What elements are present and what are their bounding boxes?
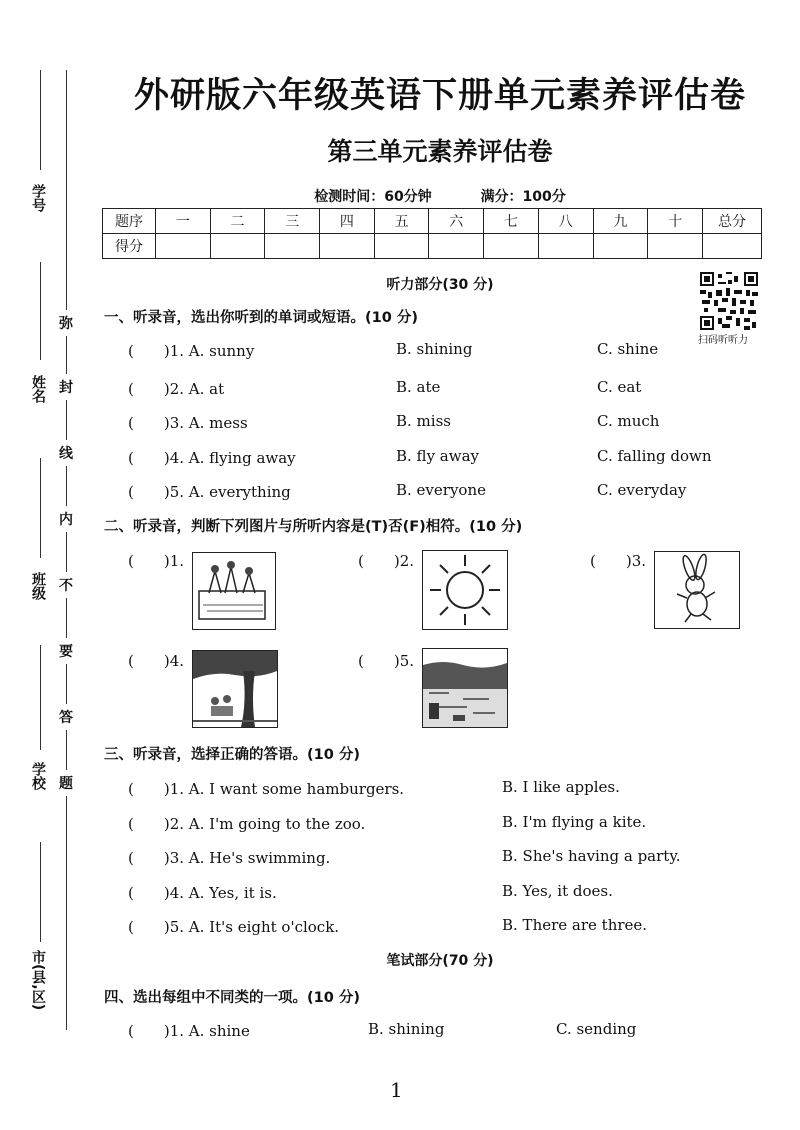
list-item	[128, 447, 768, 469]
section3-heading: 三、听录音，选择正确的答语。(10 分)	[104, 747, 360, 763]
picture-question-label	[128, 550, 198, 572]
question-option-a: ( )4. A. flying away	[128, 449, 296, 467]
exam-info	[100, 186, 780, 206]
table-cell: 一	[156, 209, 211, 234]
table-cell: 十	[648, 209, 703, 234]
question-option-a: ( )5. A. everything	[128, 483, 291, 501]
field-name: 姓名	[30, 375, 46, 403]
field-student-number: 学号	[30, 184, 46, 212]
option-b: B. I like apples.	[502, 778, 620, 796]
table-cell: 总分	[703, 209, 762, 234]
table-cell: 八	[538, 209, 593, 234]
picture-question-label	[128, 650, 198, 672]
score-table	[102, 208, 762, 259]
score-input-cell[interactable]	[320, 234, 375, 259]
option-c: C. eat	[597, 378, 642, 396]
table-cell: 二	[210, 209, 265, 234]
section1-heading: 一、听录音，选出你听到的单词或短语。(10 分)	[104, 310, 418, 326]
score-table-score-row	[103, 234, 762, 259]
question-option-a: ( )1. A. I want some hamburgers.	[128, 780, 405, 798]
table-cell: 九	[593, 209, 648, 234]
list-item	[128, 1020, 768, 1042]
score-table-header-row	[103, 209, 762, 234]
page-number: 1	[390, 1078, 403, 1102]
written-heading: 笔试部分(70 分)	[386, 953, 494, 969]
rabbit-icon	[654, 551, 740, 629]
picture-question-label	[358, 550, 428, 572]
option-c: C. sending	[556, 1020, 637, 1038]
field-line	[40, 842, 41, 942]
listening-heading: 听力部分(30 分)	[386, 277, 494, 293]
question-option-a: ( )4. A. Yes, it is.	[128, 884, 277, 902]
picture-question-label	[358, 650, 428, 672]
list-item	[128, 412, 768, 434]
seal-char: 封	[59, 374, 73, 400]
option-b: B. There are three.	[502, 916, 648, 934]
section2-heading: 二、听录音，判断下列图片与所听内容是(T)否(F)相符。(10 分)	[104, 519, 523, 535]
question-number: ( )2.	[358, 552, 415, 570]
score-input-cell[interactable]	[648, 234, 703, 259]
seal-char: 答	[59, 704, 73, 730]
question-option-a: ( )1. A. sunny	[128, 342, 255, 360]
field-line	[40, 458, 41, 558]
score-input-cell[interactable]	[703, 234, 762, 259]
field-class: 班级	[30, 572, 46, 600]
table-cell: 三	[265, 209, 320, 234]
score-input-cell[interactable]	[265, 234, 320, 259]
seal-char: 线	[59, 440, 73, 466]
table-cell: 题序	[103, 209, 156, 234]
field-line	[40, 262, 41, 360]
list-item	[128, 340, 768, 362]
table-cell: 五	[374, 209, 429, 234]
page-title: 外研版六年级英语下册单元素养评估卷	[133, 76, 746, 116]
tree-picnic-image	[192, 650, 278, 728]
score-input-cell[interactable]	[156, 234, 211, 259]
list-item	[128, 916, 768, 938]
binding-line	[66, 70, 67, 1030]
field-line	[40, 645, 41, 750]
section4-heading: 四、选出每组中不同类的一项。(10 分)	[104, 990, 360, 1006]
option-b: B. Yes, it does.	[502, 882, 613, 900]
option-c: C. everyday	[597, 481, 687, 499]
time-label: 检测时间：60分钟	[314, 189, 432, 205]
question-option-a: ( )5. A. It's eight o'clock.	[128, 918, 340, 936]
seal-char: 题	[59, 770, 73, 796]
question-number: ( )5.	[358, 652, 415, 670]
option-b: B. ate	[396, 378, 441, 396]
seal-char: 内	[59, 506, 73, 532]
full-score-label: 满分：100分	[480, 189, 566, 205]
score-input-cell[interactable]	[429, 234, 484, 259]
option-b: B. everyone	[396, 481, 486, 499]
picture-question-label	[590, 550, 660, 572]
option-b: B. shining	[368, 1020, 445, 1038]
list-item	[128, 778, 768, 800]
option-c: C. shine	[597, 340, 659, 358]
list-item	[128, 847, 768, 869]
table-cell: 六	[429, 209, 484, 234]
option-b: B. shining	[396, 340, 473, 358]
question-option-a: ( )3. A. mess	[128, 414, 248, 432]
table-cell: 得分	[103, 234, 156, 259]
option-b: B. miss	[396, 412, 451, 430]
option-b: B. I'm flying a kite.	[502, 813, 647, 831]
table-cell: 四	[320, 209, 375, 234]
score-input-cell[interactable]	[374, 234, 429, 259]
question-option-a: ( )3. A. He's swimming.	[128, 849, 331, 867]
page-subtitle: 第三单元素养评估卷	[327, 137, 553, 166]
qr-caption: 扫码听听力	[698, 335, 748, 346]
river-landscape-image	[422, 648, 508, 728]
field-line	[40, 70, 41, 170]
field-city: 市(县,区)	[30, 950, 46, 1011]
question-option-a: ( )2. A. I'm going to the zoo.	[128, 815, 366, 833]
seal-char: 要	[59, 638, 73, 664]
question-option-a: ( )1. A. shine	[128, 1022, 250, 1040]
option-b: B. She's having a party.	[502, 847, 681, 865]
qr-code-icon[interactable]	[700, 272, 758, 330]
score-input-cell[interactable]	[538, 234, 593, 259]
score-input-cell[interactable]	[484, 234, 539, 259]
picture-boating-image	[192, 552, 276, 630]
score-input-cell[interactable]	[210, 234, 265, 259]
list-item	[128, 378, 768, 400]
score-input-cell[interactable]	[593, 234, 648, 259]
option-c: C. much	[597, 412, 660, 430]
list-item	[128, 813, 768, 835]
table-cell: 七	[484, 209, 539, 234]
question-number: ( )3.	[590, 552, 647, 570]
seal-char: 不	[59, 572, 73, 598]
option-b: B. fly away	[396, 447, 480, 465]
field-school: 学校	[30, 762, 46, 790]
option-c: C. falling down	[597, 447, 712, 465]
list-item	[128, 481, 768, 503]
sun-icon	[422, 550, 508, 630]
question-number: ( )4.	[128, 652, 185, 670]
seal-char: 弥	[59, 310, 73, 336]
list-item	[128, 882, 768, 904]
question-option-a: ( )2. A. at	[128, 380, 225, 398]
question-number: ( )1.	[128, 552, 185, 570]
